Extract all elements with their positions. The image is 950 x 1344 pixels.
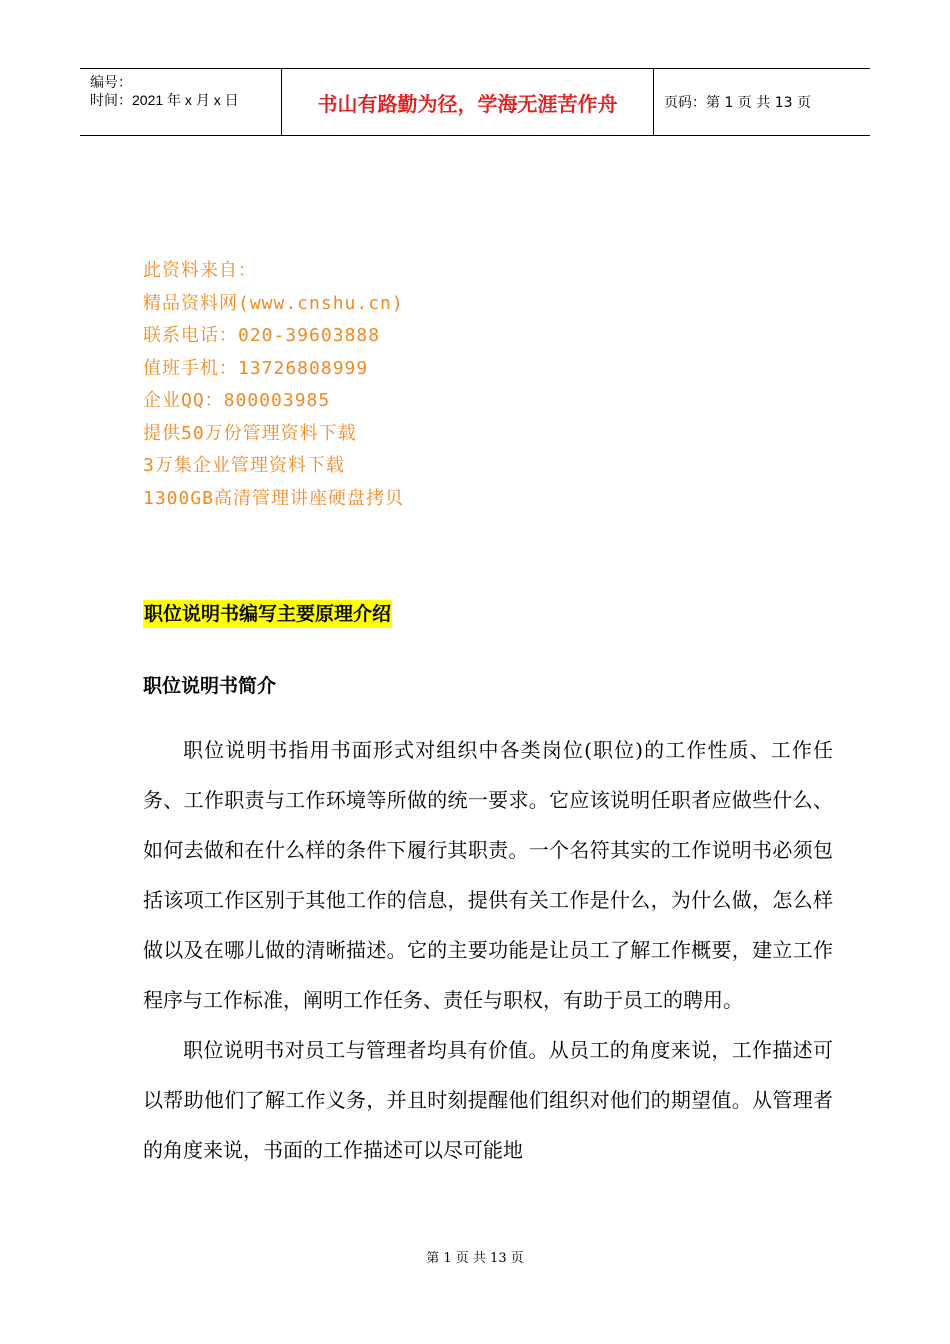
number-label: 编号： [90,74,132,90]
document-body [143,725,833,1175]
source-line: 企业QQ：800003985 [143,390,331,411]
time-label: 时间：2021 年 x 月 x 日 [90,92,239,108]
page-footer: 第 1 页 共 13 页 [426,1251,524,1266]
sub-title: 职位说明书简介 [143,675,277,697]
header-page-cell [654,69,870,135]
source-line: 提供50万份管理资料下载 [143,422,357,444]
source-line: 值班手机：13726808999 [143,357,369,379]
header-motto-cell [282,69,654,135]
source-line: 联系电话：020-39603888 [143,325,381,346]
section-title: 职位说明书编写主要原理介绍 [143,600,392,628]
source-info-block [143,255,404,515]
header-meta-cell [80,69,282,135]
source-line: 精品资料网(www.cnshu.cn) [143,292,404,314]
source-line: 此资料来自： [143,260,257,281]
source-line: 1300GB高清管理讲座硬盘拷贝 [143,487,405,509]
motto-text: 书山有路勤为径，学海无涯苦作舟 [317,91,618,116]
page-info: 页码：第 1 页 共 13 页 [664,95,811,111]
paragraph: 职位说明书对员工与管理者均具有价值。从员工的角度来说，工作描述可以帮助他们了解工作义务，并且时刻提醒他们组织对他们的期望值。从管理者的角度来说，书面的工作描述可以尽可能地 [143,1038,833,1162]
header-table [80,68,870,136]
paragraph: 职位说明书指用书面形式对组织中各类岗位(职位)的工作性质、工作任务、工作职责与工作环境等所做的统一要求。它应该说明任职者应做些什么、如何去做和在什么样的条件下履行其职责。一个名符其实的工作说明书必须包括该项工作区别于其他工作的信息，提供有关工作是什么，为什么做，怎么样做以及在哪儿做的清晰描述。它的主要功能是让员工了解工作概要，建立工作程序与工作标准，阐明工作任务、责任与职权，有助于员工的聘用。 [143,738,833,1012]
source-line: 3万集企业管理资料下载 [143,455,345,476]
